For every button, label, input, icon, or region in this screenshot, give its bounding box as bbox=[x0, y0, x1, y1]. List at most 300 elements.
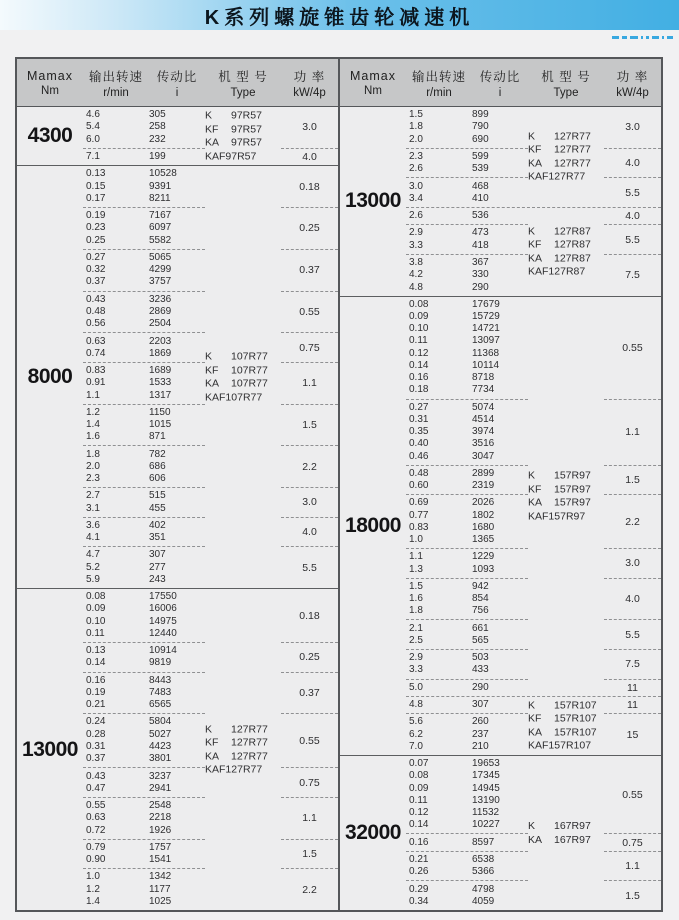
spec-row bbox=[406, 323, 528, 335]
output-speed-value: 0.13 bbox=[86, 168, 106, 180]
type-model: KAF97R57 bbox=[205, 150, 257, 163]
speed-ratio-rows bbox=[83, 868, 205, 910]
output-speed-value: 1.5 bbox=[409, 109, 423, 121]
section-18000 bbox=[340, 296, 661, 755]
type-model-prefix: KA bbox=[205, 750, 220, 763]
type-model: KAF127R77 bbox=[528, 170, 586, 183]
spec-row bbox=[406, 783, 528, 795]
type-model-prefix: KF bbox=[528, 143, 542, 156]
type-label bbox=[528, 225, 604, 278]
type-model-number: 97R57 bbox=[231, 136, 262, 149]
ratio-value: 14975 bbox=[149, 615, 177, 627]
spec-row bbox=[83, 753, 205, 765]
spec-row bbox=[406, 360, 528, 372]
spec-row bbox=[406, 402, 528, 414]
spec-row bbox=[83, 168, 205, 180]
output-speed-value: 0.17 bbox=[86, 192, 106, 204]
spec-row bbox=[83, 390, 205, 402]
output-speed-value: 0.35 bbox=[409, 426, 429, 438]
power-value: 11 bbox=[604, 679, 661, 696]
output-speed-value: 4.2 bbox=[409, 269, 423, 281]
table-body bbox=[17, 107, 338, 910]
output-speed-value: 1.1 bbox=[86, 389, 100, 401]
type-column-spacer bbox=[528, 649, 604, 679]
table-body bbox=[340, 107, 661, 910]
power-value: 3.0 bbox=[281, 487, 338, 517]
power-value: 1.1 bbox=[281, 362, 338, 404]
power-group bbox=[406, 297, 661, 399]
output-speed-value: 0.19 bbox=[86, 686, 106, 698]
power-group bbox=[83, 487, 338, 517]
power-value: 3.0 bbox=[302, 121, 317, 134]
ratio-value: 243 bbox=[149, 573, 166, 585]
type-model-prefix: KA bbox=[528, 726, 543, 739]
power-value: 1.5 bbox=[604, 880, 661, 910]
ratio-value: 1757 bbox=[149, 841, 172, 853]
ratio-value: 2026 bbox=[472, 497, 495, 509]
ratio-value: 606 bbox=[149, 473, 166, 485]
output-speed-value: 2.9 bbox=[409, 652, 423, 664]
output-speed-value: 0.16 bbox=[409, 836, 429, 848]
speed-ratio-rows bbox=[406, 679, 528, 696]
spec-row bbox=[406, 866, 528, 878]
output-speed-value: 0.25 bbox=[86, 234, 106, 246]
ratio-value: 515 bbox=[149, 490, 166, 502]
spec-row bbox=[406, 193, 528, 205]
ratio-value: 433 bbox=[472, 664, 489, 676]
ratio-value: 410 bbox=[472, 192, 489, 204]
ratio-value: 12440 bbox=[149, 627, 177, 639]
spec-row bbox=[406, 311, 528, 323]
spec-row bbox=[83, 365, 205, 377]
spec-row bbox=[406, 121, 528, 133]
spec-row bbox=[406, 623, 528, 635]
type-model bbox=[528, 497, 604, 510]
page-title: K系列螺旋锥齿轮减速机 bbox=[204, 6, 475, 29]
power-value: 0.55 bbox=[622, 341, 643, 354]
type-model: KAF107R77 bbox=[205, 391, 263, 404]
ratio-value: 1177 bbox=[149, 883, 171, 895]
output-speed-value: 0.14 bbox=[86, 657, 106, 669]
speed-ratio-rows bbox=[83, 166, 205, 207]
spec-row bbox=[83, 348, 205, 360]
spec-row bbox=[406, 372, 528, 384]
ratio-value: 1541 bbox=[149, 854, 172, 866]
ratio-value: 2869 bbox=[149, 305, 172, 317]
ratio-value: 351 bbox=[149, 532, 166, 544]
output-speed-value: 0.55 bbox=[86, 800, 106, 812]
spec-table-left-half bbox=[17, 59, 340, 910]
type-column-spacer bbox=[205, 517, 281, 547]
output-speed-value: 0.48 bbox=[409, 467, 429, 479]
ratio-value: 13190 bbox=[472, 794, 500, 806]
ratio-value: 1533 bbox=[149, 377, 172, 389]
output-speed-value: 0.37 bbox=[86, 753, 106, 765]
ratio-value: 16006 bbox=[149, 603, 177, 615]
type-model bbox=[528, 130, 604, 143]
speed-ratio-rows bbox=[83, 332, 205, 362]
spec-row bbox=[406, 299, 528, 311]
speed-ratio-rows bbox=[406, 297, 528, 399]
output-speed-value: 3.1 bbox=[86, 502, 100, 514]
power-value: 5.5 bbox=[604, 177, 661, 207]
spec-row bbox=[406, 438, 528, 450]
speed-ratio-rows bbox=[406, 494, 528, 548]
output-speed-value: 0.40 bbox=[409, 438, 429, 450]
type-label bbox=[528, 130, 604, 183]
ratio-value: 790 bbox=[472, 121, 489, 133]
spec-row bbox=[83, 520, 205, 532]
type-block bbox=[406, 207, 661, 296]
power-value: 1.1 bbox=[604, 399, 661, 465]
mamax-value: 18000 bbox=[345, 513, 401, 537]
spec-row bbox=[83, 687, 205, 699]
spec-row bbox=[406, 510, 528, 522]
spec-row bbox=[83, 800, 205, 812]
spec-row bbox=[406, 729, 528, 741]
spec-row bbox=[83, 616, 205, 628]
ratio-value: 307 bbox=[472, 699, 489, 711]
type-model-number: 127R87 bbox=[554, 238, 591, 251]
ratio-value: 3516 bbox=[472, 438, 495, 450]
table-header bbox=[17, 59, 338, 107]
spec-row bbox=[406, 652, 528, 664]
power-value: 3.0 bbox=[625, 121, 640, 134]
mamax-value: 8000 bbox=[27, 365, 73, 389]
spec-row bbox=[83, 645, 205, 657]
ratio-value: 237 bbox=[472, 728, 489, 740]
spec-row bbox=[406, 884, 528, 896]
power-value: 0.25 bbox=[281, 207, 338, 249]
power-value: 1.1 bbox=[604, 851, 661, 881]
header-type: 机 型 号 Type bbox=[541, 69, 591, 99]
spec-row bbox=[83, 235, 205, 247]
type-block bbox=[406, 696, 661, 755]
type-model-prefix: KF bbox=[528, 238, 542, 251]
power-group bbox=[83, 249, 338, 291]
spec-row bbox=[83, 134, 205, 146]
ratio-value: 1365 bbox=[472, 534, 495, 546]
spec-row bbox=[406, 414, 528, 426]
ratio-value: 5804 bbox=[149, 716, 172, 728]
type-model bbox=[528, 157, 604, 170]
spec-row bbox=[83, 264, 205, 276]
spec-row bbox=[83, 591, 205, 603]
output-speed-value: 0.10 bbox=[86, 615, 106, 627]
speed-ratio-rows bbox=[406, 208, 528, 224]
output-speed-value: 0.47 bbox=[86, 782, 106, 794]
ratio-value: 330 bbox=[472, 269, 489, 281]
output-speed-value: 0.09 bbox=[409, 311, 429, 323]
speed-ratio-rows bbox=[83, 487, 205, 517]
spec-row bbox=[83, 181, 205, 193]
section-13000 bbox=[340, 107, 661, 296]
output-speed-value: 0.90 bbox=[86, 854, 106, 866]
output-speed-value: 7.1 bbox=[86, 151, 100, 163]
power-value: 3.0 bbox=[604, 548, 661, 578]
output-speed-value: 0.56 bbox=[86, 318, 106, 330]
speed-ratio-rows bbox=[83, 546, 205, 588]
ratio-value: 3757 bbox=[149, 276, 172, 288]
ratio-value: 258 bbox=[149, 121, 166, 133]
type-model bbox=[205, 123, 281, 136]
ratio-value: 690 bbox=[472, 133, 489, 145]
type-model-prefix: KA bbox=[528, 157, 543, 170]
output-speed-value: 0.28 bbox=[86, 728, 106, 740]
spec-row bbox=[83, 449, 205, 461]
type-model bbox=[205, 723, 281, 736]
output-speed-value: 0.43 bbox=[86, 293, 106, 305]
header-mamax: Mamax Nm bbox=[27, 68, 73, 97]
ratio-value: 7167 bbox=[149, 210, 172, 222]
output-speed-value: 0.34 bbox=[409, 895, 429, 907]
ratio-value: 232 bbox=[149, 133, 166, 145]
type-model bbox=[205, 750, 281, 763]
output-speed-value: 2.9 bbox=[409, 227, 423, 239]
spec-row bbox=[406, 480, 528, 492]
speed-ratio-rows bbox=[83, 148, 205, 165]
spec-row bbox=[406, 664, 528, 676]
speed-ratio-rows bbox=[406, 851, 528, 881]
type-model-number: 167R97 bbox=[554, 820, 591, 832]
type-column-spacer bbox=[205, 404, 281, 446]
power-value: 1.1 bbox=[281, 797, 338, 839]
mamax-value: 32000 bbox=[345, 821, 401, 844]
output-speed-value: 0.11 bbox=[409, 335, 428, 347]
mamax-value: 13000 bbox=[22, 737, 78, 761]
power-value: 0.75 bbox=[604, 833, 661, 850]
spec-row bbox=[406, 348, 528, 360]
speed-ratio-rows bbox=[406, 548, 528, 578]
type-column-spacer bbox=[205, 642, 281, 672]
type-model bbox=[205, 364, 281, 377]
ratio-value: 9391 bbox=[149, 180, 172, 192]
header-output-speed: 输出转速 r/min bbox=[411, 69, 466, 99]
output-speed-value: 2.5 bbox=[409, 634, 423, 646]
type-model-number: 127R77 bbox=[231, 750, 268, 763]
output-speed-value: 5.0 bbox=[409, 681, 423, 693]
output-speed-value: 0.27 bbox=[409, 401, 429, 413]
power-value: 0.25 bbox=[281, 642, 338, 672]
type-model-prefix: KA bbox=[528, 252, 543, 265]
spec-row bbox=[83, 729, 205, 741]
speed-ratio-rows bbox=[83, 404, 205, 446]
type-column-spacer bbox=[528, 399, 604, 465]
spec-row bbox=[83, 628, 205, 640]
power-group bbox=[83, 839, 338, 869]
spec-row bbox=[406, 151, 528, 163]
type-model-prefix: K bbox=[528, 469, 536, 482]
speed-ratio-rows bbox=[83, 672, 205, 714]
speed-ratio-rows bbox=[83, 713, 205, 767]
output-speed-value: 5.4 bbox=[86, 121, 100, 133]
ratio-value: 2203 bbox=[149, 335, 172, 347]
type-model-number: 127R77 bbox=[231, 723, 268, 736]
power-group bbox=[83, 207, 338, 249]
spec-row bbox=[83, 318, 205, 330]
type-model-prefix: KF bbox=[205, 364, 219, 377]
section-body bbox=[83, 166, 338, 588]
spec-row bbox=[406, 741, 528, 753]
output-speed-value: 0.72 bbox=[86, 824, 106, 836]
type-model-number: 107R77 bbox=[231, 364, 268, 377]
ratio-value: 199 bbox=[149, 151, 166, 163]
power-value: 4.0 bbox=[604, 148, 661, 178]
header-mamax: Mamax Nm bbox=[350, 68, 396, 97]
output-speed-value: 1.2 bbox=[86, 406, 100, 418]
ratio-value: 2548 bbox=[149, 800, 172, 812]
output-speed-value: 0.11 bbox=[409, 794, 428, 806]
ratio-value: 1317 bbox=[149, 389, 172, 401]
output-speed-value: 0.63 bbox=[86, 812, 106, 824]
section-13000 bbox=[17, 588, 338, 910]
spec-row bbox=[406, 257, 528, 269]
power-group bbox=[83, 291, 338, 333]
type-column-spacer bbox=[205, 487, 281, 517]
ratio-value: 7734 bbox=[472, 384, 495, 396]
ratio-value: 756 bbox=[472, 605, 489, 617]
spec-row bbox=[83, 431, 205, 443]
spec-row bbox=[406, 682, 528, 694]
type-model-number: 167R97 bbox=[554, 833, 591, 846]
spec-row bbox=[406, 497, 528, 509]
ratio-value: 367 bbox=[472, 257, 489, 269]
spec-row bbox=[406, 181, 528, 193]
type-model-prefix: KA bbox=[205, 377, 220, 390]
type-model bbox=[528, 834, 604, 847]
type-column-spacer bbox=[205, 839, 281, 869]
ratio-value: 1342 bbox=[149, 871, 172, 883]
header-power: 功 率 kW/4p bbox=[293, 69, 326, 99]
ratio-value: 1689 bbox=[149, 365, 172, 377]
type-column-spacer bbox=[528, 548, 604, 578]
power-group bbox=[83, 404, 338, 446]
header-output-speed: 输出转速 r/min bbox=[88, 69, 143, 99]
spec-row bbox=[406, 451, 528, 463]
speed-ratio-rows bbox=[83, 445, 205, 487]
spec-row bbox=[83, 377, 205, 389]
ratio-value: 6565 bbox=[149, 699, 172, 711]
output-speed-value: 0.11 bbox=[86, 627, 105, 639]
power-value: 4.0 bbox=[281, 148, 338, 165]
type-model: KAF157R97 bbox=[528, 510, 586, 523]
output-speed-value: 0.15 bbox=[86, 180, 106, 192]
type-model-number: 127R77 bbox=[554, 157, 591, 170]
ratio-value: 3974 bbox=[472, 426, 495, 438]
type-model-number: 107R77 bbox=[231, 377, 268, 390]
spec-row bbox=[406, 269, 528, 281]
spec-row bbox=[406, 109, 528, 121]
power-value: 5.5 bbox=[281, 546, 338, 588]
output-speed-value: 0.19 bbox=[86, 210, 106, 222]
type-model-number: 157R97 bbox=[554, 469, 591, 482]
output-speed-value: 0.63 bbox=[86, 335, 106, 347]
ratio-value: 599 bbox=[472, 150, 489, 162]
output-speed-value: 0.09 bbox=[86, 603, 106, 615]
type-model-number: 127R77 bbox=[554, 143, 591, 156]
type-model bbox=[528, 144, 604, 157]
output-speed-value: 1.8 bbox=[409, 605, 423, 617]
spec-row bbox=[83, 210, 205, 222]
spec-row bbox=[83, 276, 205, 288]
type-column-spacer bbox=[205, 672, 281, 714]
spec-row bbox=[83, 884, 205, 896]
type-model-number: 127R87 bbox=[554, 225, 591, 238]
ratio-value: 10528 bbox=[149, 168, 177, 180]
type-block bbox=[406, 297, 661, 696]
spec-row bbox=[406, 384, 528, 396]
ratio-value: 15729 bbox=[472, 311, 500, 323]
ratio-value: 210 bbox=[472, 740, 489, 752]
spec-row bbox=[83, 503, 205, 515]
power-value: 1.5 bbox=[604, 465, 661, 495]
output-speed-value: 3.6 bbox=[86, 519, 100, 531]
type-model-number: 127R77 bbox=[231, 736, 268, 749]
ratio-value: 4059 bbox=[472, 895, 495, 907]
output-speed-value: 1.4 bbox=[86, 419, 100, 431]
output-speed-value: 2.3 bbox=[86, 473, 100, 485]
output-speed-value: 4.6 bbox=[86, 109, 100, 121]
output-speed-value: 0.14 bbox=[409, 819, 429, 831]
type-model-number: 107R77 bbox=[231, 350, 268, 363]
section-body bbox=[406, 756, 661, 910]
output-speed-value: 0.48 bbox=[86, 305, 106, 317]
type-column-spacer bbox=[205, 868, 281, 910]
type-column-spacer bbox=[205, 589, 281, 642]
power-value: 7.5 bbox=[604, 254, 661, 296]
ratio-value: 11532 bbox=[472, 807, 500, 819]
speed-ratio-rows bbox=[406, 254, 528, 296]
spec-row bbox=[83, 193, 205, 205]
type-column-spacer bbox=[528, 880, 604, 910]
output-speed-value: 7.0 bbox=[409, 740, 423, 752]
ratio-value: 565 bbox=[472, 634, 489, 646]
output-speed-value: 0.23 bbox=[86, 222, 106, 234]
power-value: 4.0 bbox=[604, 578, 661, 620]
speed-ratio-rows bbox=[83, 767, 205, 797]
type-label bbox=[528, 470, 604, 523]
spec-row bbox=[83, 252, 205, 264]
output-speed-value: 5.2 bbox=[86, 561, 100, 573]
output-speed-value: 0.60 bbox=[409, 480, 429, 492]
power-value: 5.5 bbox=[604, 224, 661, 254]
ratio-value: 4514 bbox=[472, 413, 495, 425]
output-speed-value: 0.24 bbox=[86, 716, 106, 728]
ratio-value: 455 bbox=[149, 502, 166, 514]
type-block bbox=[83, 589, 338, 910]
type-model-number: 127R87 bbox=[554, 252, 591, 265]
ratio-value: 942 bbox=[472, 580, 489, 592]
output-speed-value: 0.13 bbox=[86, 645, 106, 657]
mamax-value: 13000 bbox=[345, 189, 401, 213]
ratio-value: 6097 bbox=[149, 222, 172, 234]
speed-ratio-rows bbox=[406, 148, 528, 178]
power-group bbox=[406, 578, 661, 620]
type-label bbox=[528, 699, 604, 752]
output-speed-value: 1.8 bbox=[409, 121, 423, 133]
spec-row bbox=[406, 837, 528, 849]
power-value: 4.0 bbox=[625, 210, 640, 223]
ratio-value: 17345 bbox=[472, 770, 500, 782]
type-model bbox=[528, 713, 604, 726]
speed-ratio-rows bbox=[406, 224, 528, 254]
section-body bbox=[83, 107, 338, 165]
spec-row bbox=[83, 306, 205, 318]
section-8000 bbox=[17, 165, 338, 588]
type-model bbox=[205, 378, 281, 391]
power-value: 15 bbox=[604, 713, 661, 755]
power-group bbox=[406, 208, 661, 224]
